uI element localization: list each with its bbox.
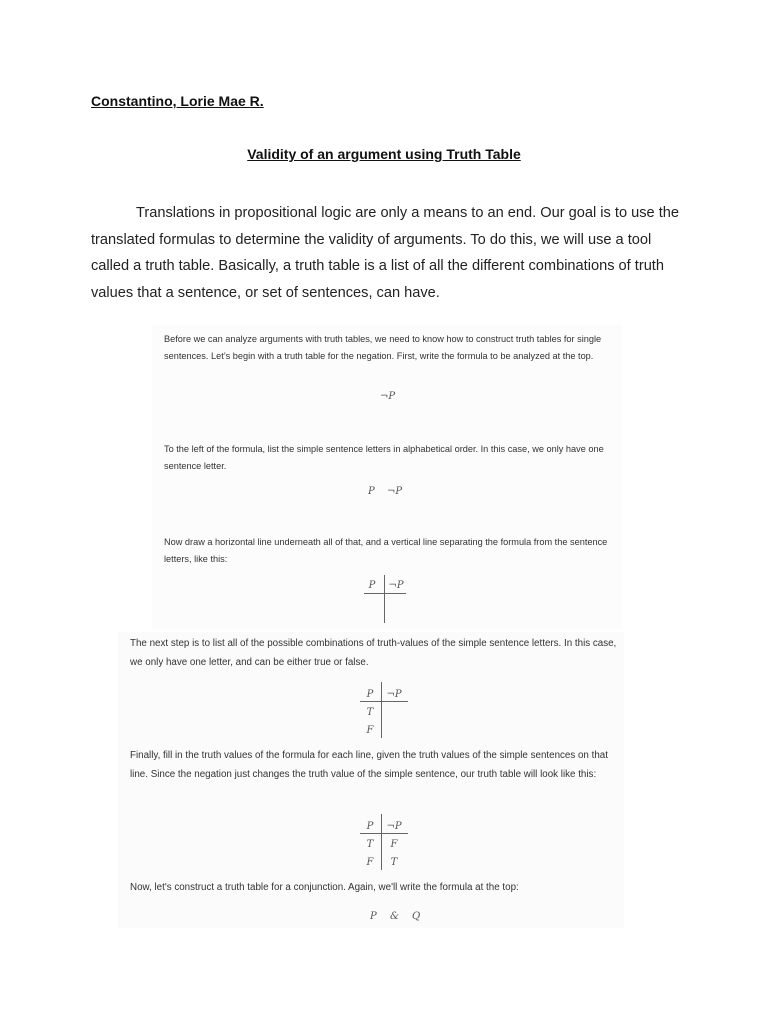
formula-not-p: ¬P: [380, 391, 396, 402]
tt1-header-p: P: [366, 689, 374, 700]
tt1-horizontal-line: [360, 701, 408, 702]
empty-truth-table: [362, 575, 408, 623]
formula-not-p-2: ¬P: [387, 486, 403, 497]
tt2-row2-p: F: [366, 857, 374, 868]
tt2-horizontal-line: [360, 833, 408, 834]
excerpt2-paragraph-2: Finally, fill in the truth values of the formula for each line, given the truth values of the simple sentences on that line. Since the negation just changes the truth value of the simple sentence, our truth table will look like this:: [130, 750, 608, 780]
tt-horizontal-line: [364, 593, 406, 594]
tt1-header-not-p: ¬P: [386, 689, 402, 700]
document-title: Validity of an argument using Truth Table: [247, 146, 521, 162]
excerpt1-paragraph-3: Now draw a horizontal line underneath all of that, and a vertical line separating the formula from the sentence letters, like this:: [164, 537, 608, 564]
intro-paragraph: [91, 200, 691, 307]
tt2-row1-p: T: [366, 839, 374, 850]
tt1-row1-p: T: [366, 707, 374, 718]
conj-formula-and: &: [390, 911, 399, 922]
tt1-vertical-line: [381, 682, 382, 738]
tt-header-not-p: ¬P: [388, 580, 404, 591]
excerpt2-paragraph-1: The next step is to list all of the possible combinations of truth-values of the simple sentence letters. In this case, we only have one letter, and can be either true or false.: [130, 638, 617, 668]
tt-vertical-line: [384, 575, 385, 623]
formula-p: P: [368, 486, 375, 497]
intro-text: Translations in propositional logic are only a means to an end. Our goal is to use the translated formulas to determine the validity of arguments. To do this, we will use a tool called a truth table. Basically, a truth table is a list of all the different combinations of truth values that a sentence, or set of sentences, can have.: [91, 205, 679, 302]
conj-formula-q: Q: [412, 911, 421, 922]
excerpt1-paragraph-2: To the left of the formula, list the simple sentence letters in alphabetical order. In this case, we only have one sentence letter.: [164, 444, 604, 471]
conj-formula-p: P: [370, 911, 377, 922]
tt1-row2-p: F: [366, 725, 374, 736]
excerpt-image-1: [152, 325, 622, 629]
tt2-vertical-line: [381, 814, 382, 870]
tt2-row1-not-p: F: [390, 839, 398, 850]
excerpt-image-2: [118, 632, 624, 928]
tt2-header-not-p: ¬P: [386, 821, 402, 832]
excerpt1-paragraph-1: Before we can analyze arguments with truth tables, we need to know how to construct truth tables for single sentences. Let’s begin with a truth table for the negation. First, write the formula to be analyzed at the top.: [164, 334, 602, 361]
negation-truth-table: [358, 814, 408, 870]
excerpt2-paragraph-3: Now, let's construct a truth table for a conjunction. Again, we'll write the formula at the top:: [130, 882, 519, 893]
tt2-row2-not-p: T: [390, 857, 398, 868]
tt2-header-p: P: [366, 821, 374, 832]
tt-header-p: P: [368, 580, 376, 591]
author-name: Constantino, Lorie Mae R.: [91, 93, 264, 109]
truth-table-rows: [358, 682, 408, 738]
